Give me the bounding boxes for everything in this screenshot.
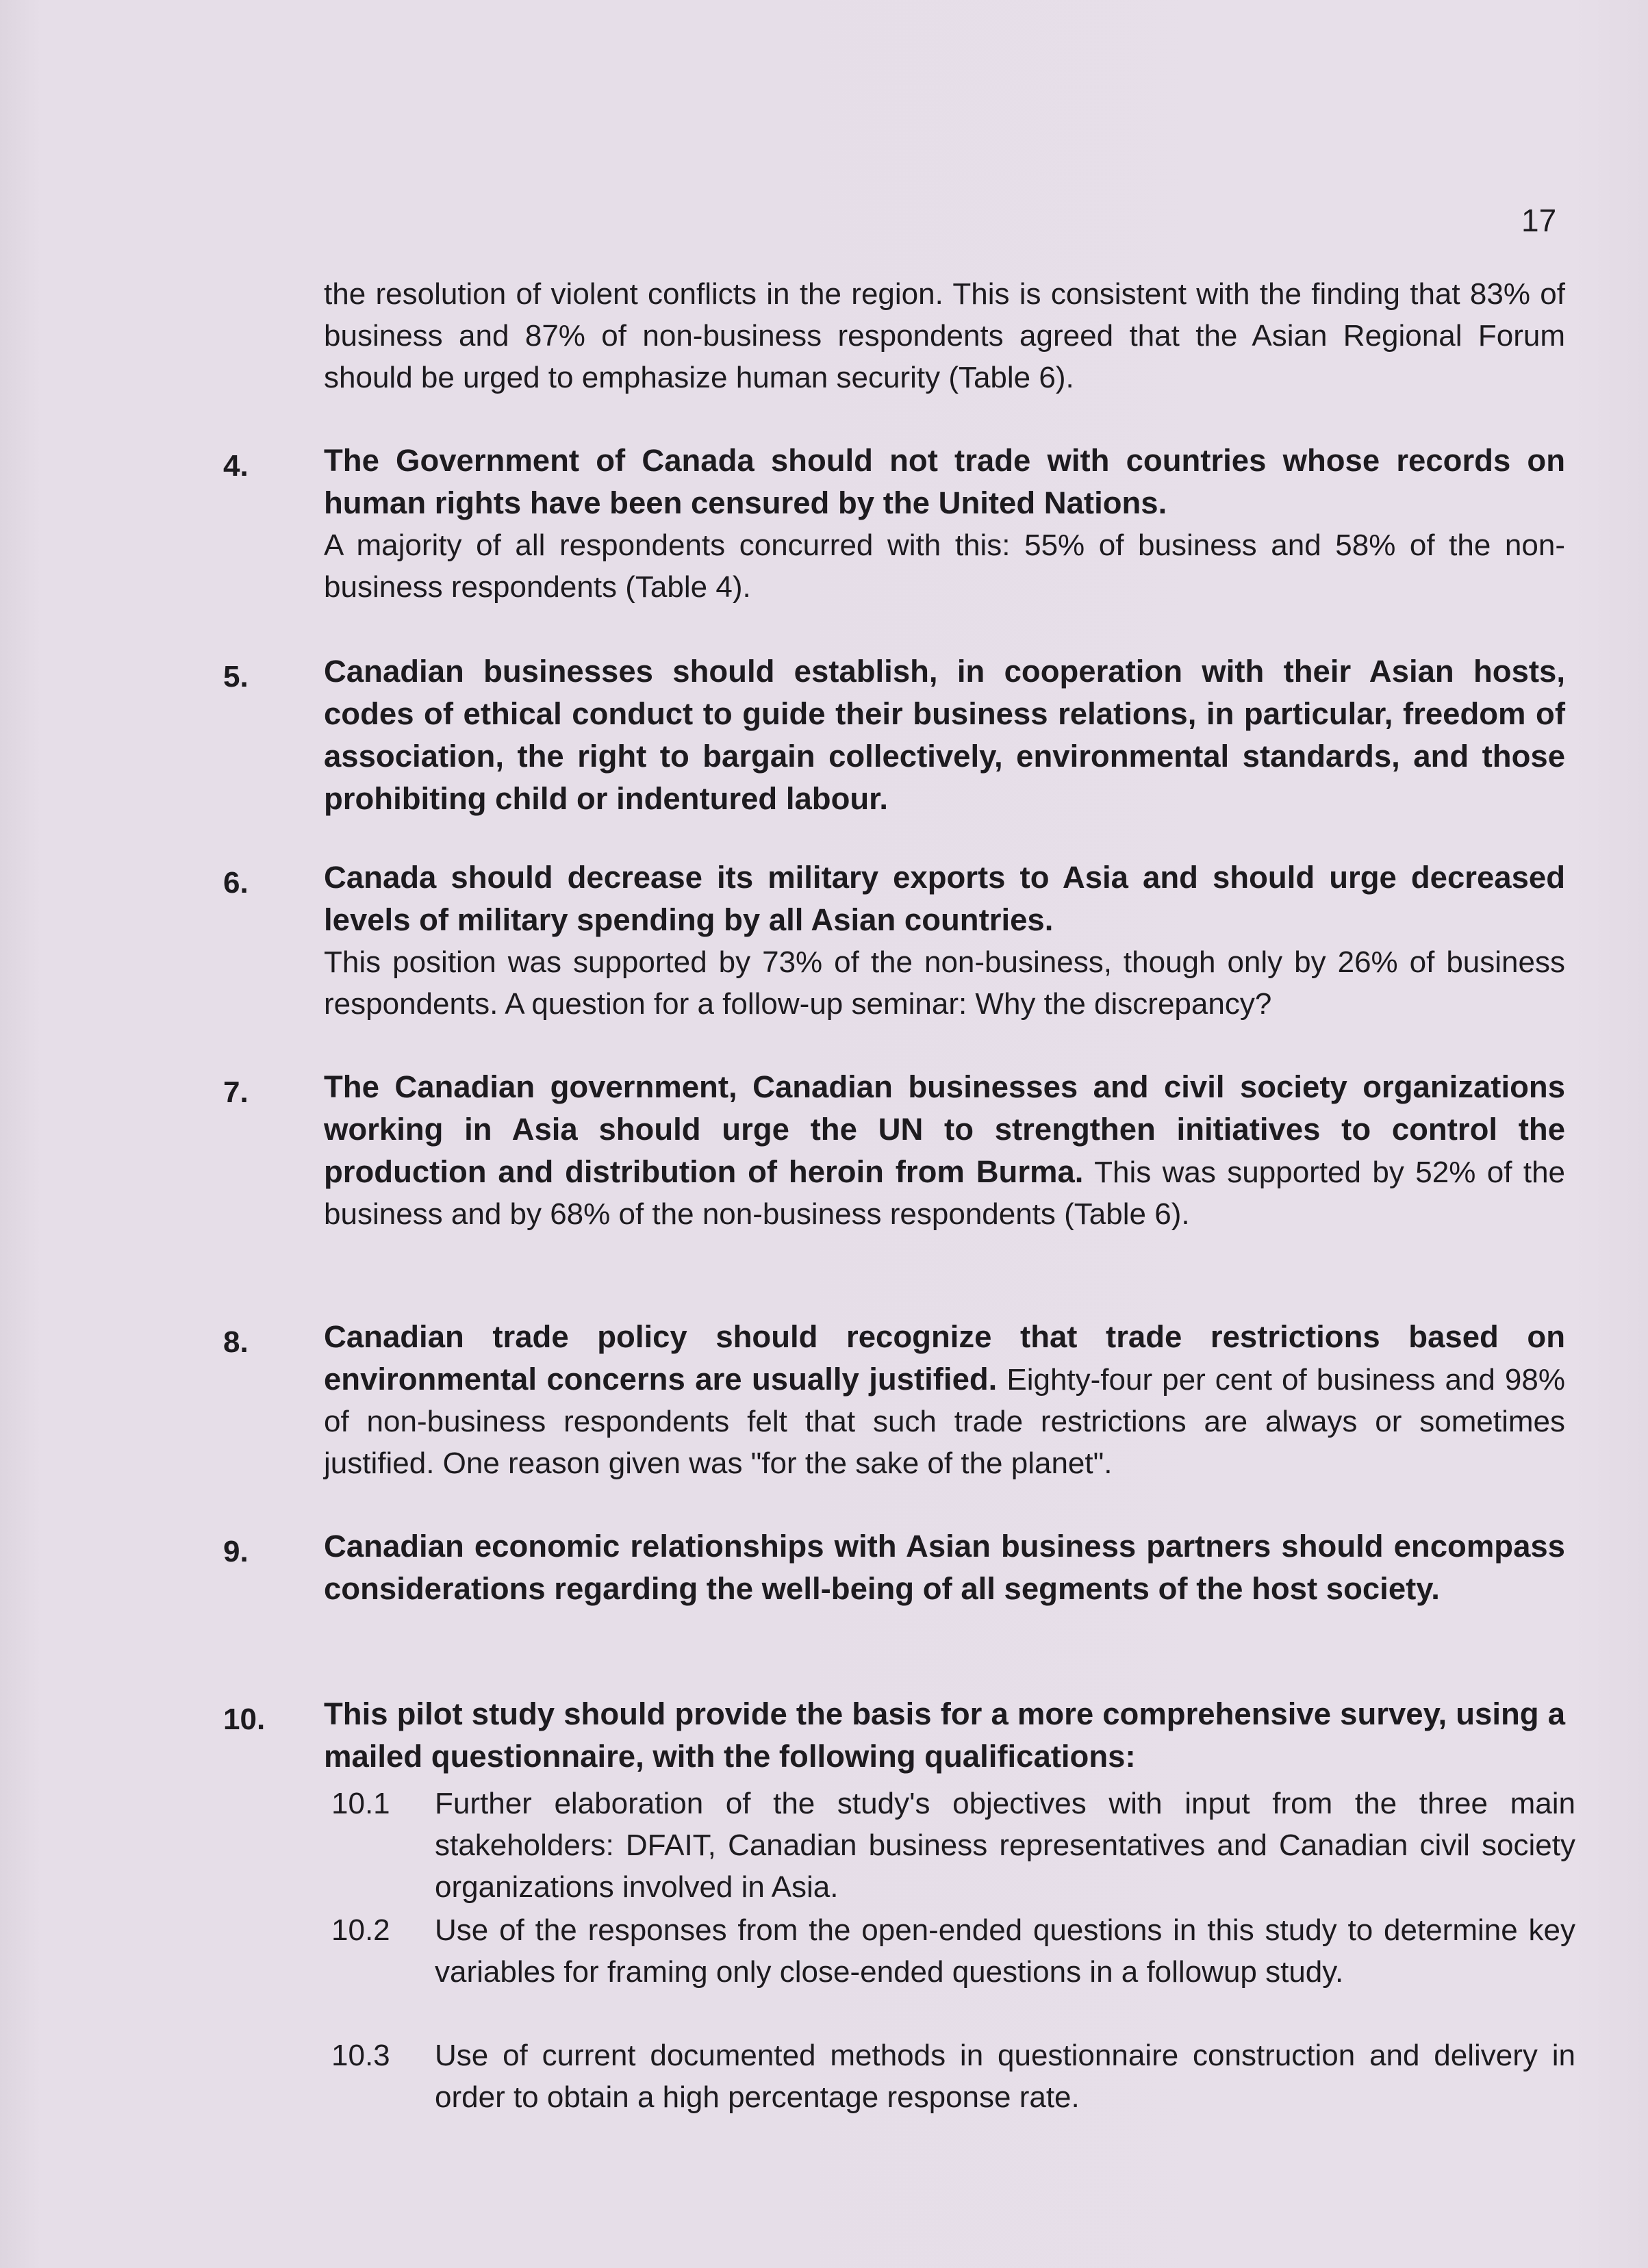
item-7-body: This was supported by 52% of the business and by 68% of the non-business respondents (Table 6). [324,1156,1566,1231]
item-5-heading: Canadian businesses should establish, in cooperation with their Asian hosts, codes of ethical conduct to guide their business relations, in particular, freedom of association, the right to bargain collectively, environmental standards, and those prohibiting child or indentured labour. [324,654,1565,816]
item-10-number: 10. [223,1703,266,1736]
item-8-heading: Canadian trade policy should recognize that trade restrictions based on environmental concerns are usually justified. [324,1319,1565,1397]
item-9-number: 9. [223,1535,249,1568]
item-5-number: 5. [223,660,249,693]
item-7-number: 7. [223,1075,249,1109]
item-6-heading: Canada should decrease its military exports to Asia and should urge decreased levels of military spending by all Asian countries. [324,860,1565,937]
item-7-heading: The Canadian government, Canadian businesses and civil society organizations working in Asia should urge the UN to strengthen initiatives to control the production and distribution of heroin from Burma. [324,1069,1565,1189]
item-8-paragraph [324,1316,1565,1484]
page-number: 17 [1521,203,1557,238]
item-4-heading: The Government of Canada should not trade with countries whose records on human rights have been censured by the United Nations. [324,443,1565,520]
subitem-10-1-text: Further elaboration of the study's objectives with input from the three main stakeholders: DFAIT, Canadian business representatives and Canadian civil society organizations involved in Asia. [435,1787,1575,1904]
subitem-10-1-number: 10.1 [331,1787,390,1820]
item-7-paragraph [324,1066,1565,1235]
item-9-heading: Canadian economic relationships with Asian business partners should encompass considerations regarding the well-being of all segments of the host society. [324,1529,1565,1606]
subitem-10-2-text: Use of the responses from the open-ended questions in this study to determine key variables for framing only close-ended questions in a followup study. [435,1913,1575,1989]
item-6-body: This position was supported by 73% of the non-business, though only by 26% of business respondents. A question for a follow-up seminar: Why the discrepancy? [324,945,1565,1021]
item-10-heading: This pilot study should provide the basis for a more comprehensive survey, using a mailed questionnaire, with the following qualifications: [324,1696,1565,1774]
subitem-10-3-number: 10.3 [331,2039,390,2072]
item-10-paragraph [324,1693,1565,1778]
item-4-paragraph [324,439,1565,608]
intro-paragraph: the resolution of violent conflicts in the region. This is consistent with the finding that 83% of business and 87% of non-business respondents agreed that the Asian Regional Forum should be urged to emphasize human security (Table 6). [324,277,1565,394]
subitem-10-2-number: 10.2 [331,1913,390,1947]
subitem-10-3-text: Use of current documented methods in questionnaire construction and delivery in order to obtain a high percentage response rate. [435,2039,1575,2114]
item-8-body: Eighty-four per cent of business and 98% of non-business respondents felt that such trade restrictions are always or sometimes justified. One reason given was "for the sake of the planet". [324,1363,1565,1480]
item-6-paragraph [324,856,1565,1025]
item-6-number: 6. [223,866,249,900]
item-5-paragraph [324,650,1565,820]
item-9-paragraph [324,1525,1565,1610]
item-8-number: 8. [223,1325,249,1359]
item-4-body: A majority of all respondents concurred with this: 55% of business and 58% of the non-business respondents (Table 4). [324,528,1565,604]
item-4-number: 4. [223,449,249,483]
